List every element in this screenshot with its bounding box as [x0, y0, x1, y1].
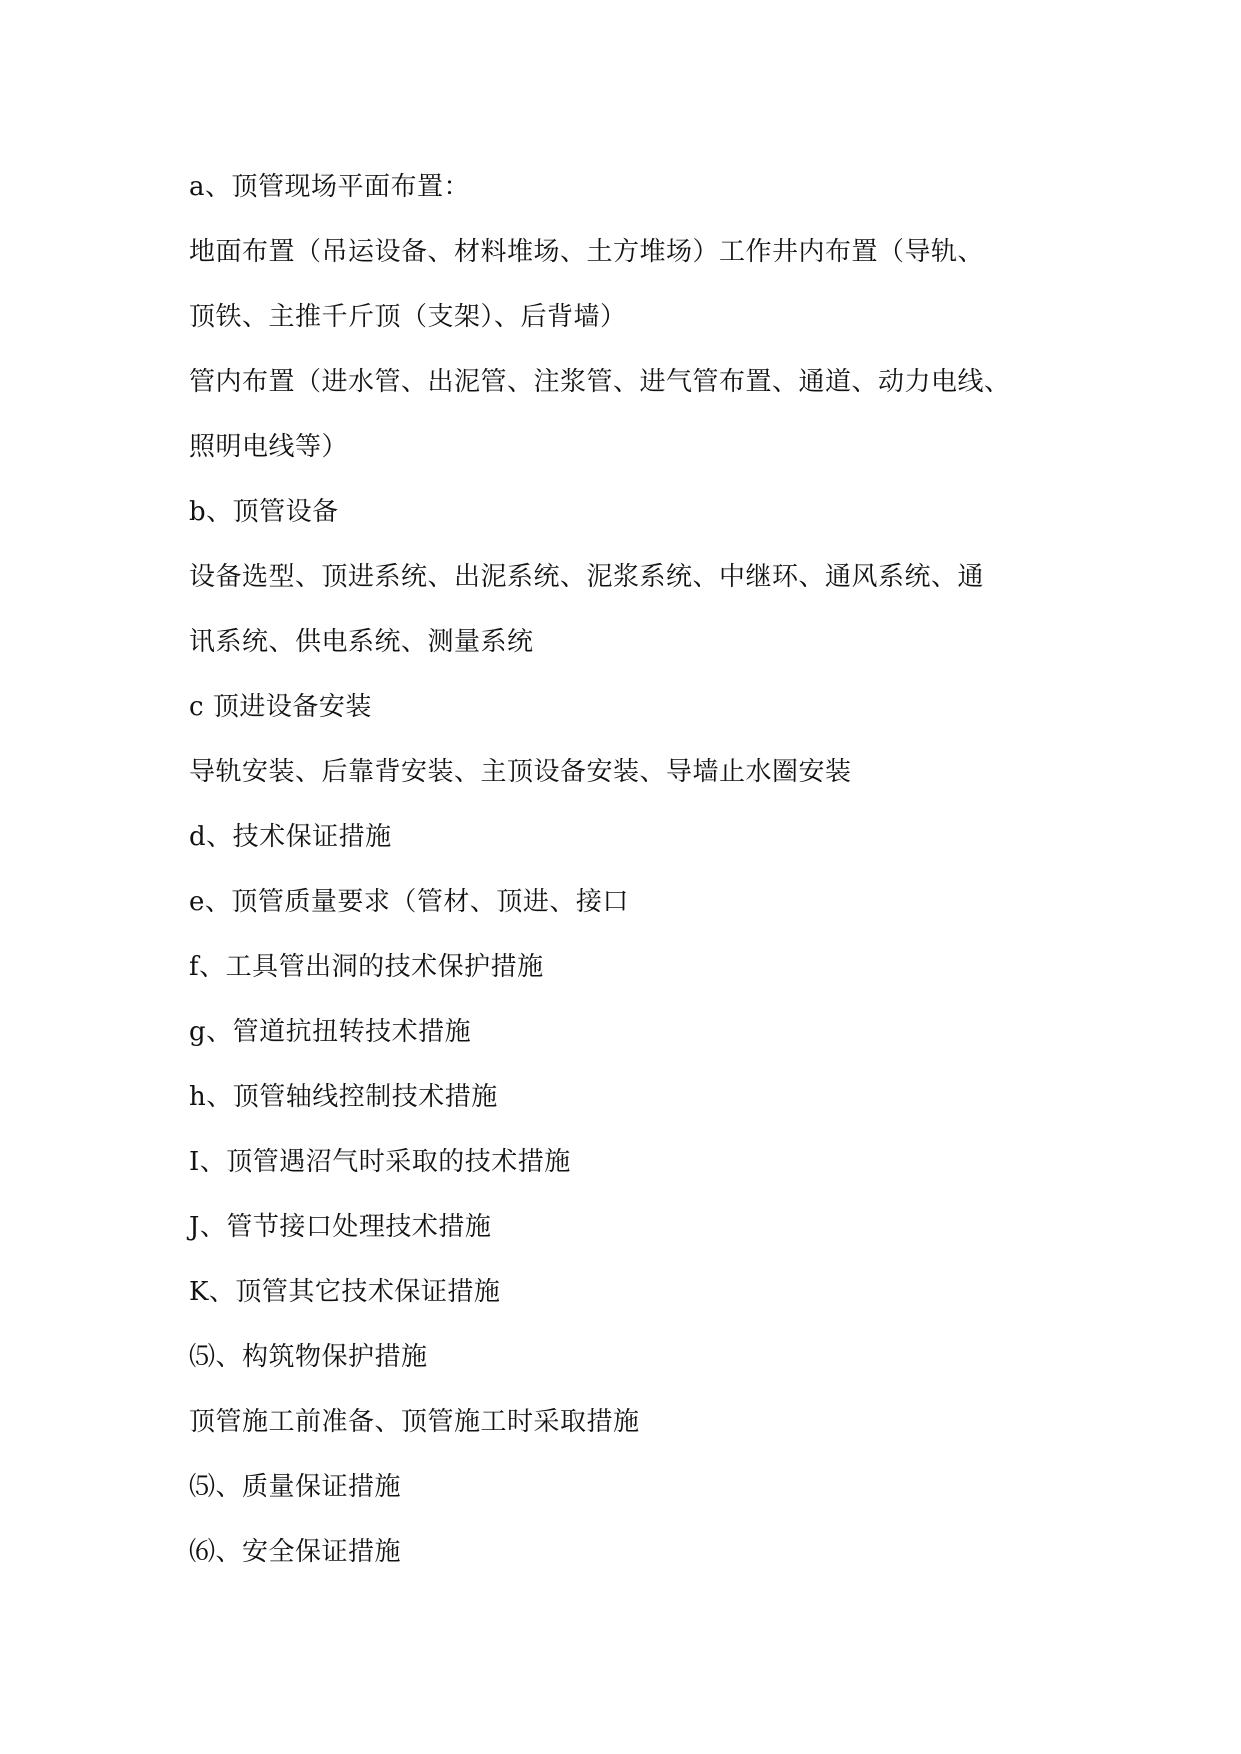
paragraph-line: 导轨安装、后靠背安装、主顶设备安装、导墙止水圈安装	[189, 757, 852, 787]
section-heading-a: a、顶管现场平面布置：	[189, 172, 471, 202]
section-heading-k: K、顶管其它技术保证措施	[189, 1277, 501, 1307]
section-heading-6-safety: ⑹、安全保证措施	[189, 1537, 402, 1567]
section-heading-i: I、顶管遇沼气时采取的技术措施	[189, 1147, 571, 1177]
paragraph-line: 设备选型、顶进系统、出泥系统、泥浆系统、中继环、通风系统、通	[189, 562, 985, 592]
section-heading-5-structures: ⑸、构筑物保护措施	[189, 1342, 428, 1372]
section-heading-b: b、顶管设备	[189, 497, 339, 527]
paragraph-line: 顶管施工前准备、顶管施工时采取措施	[189, 1407, 640, 1437]
paragraph-line: 地面布置（吊运设备、材料堆场、土方堆场）工作井内布置（导轨、	[189, 237, 985, 267]
section-heading-d: d、技术保证措施	[189, 822, 392, 852]
section-heading-h: h、顶管轴线控制技术措施	[189, 1082, 498, 1112]
paragraph-line: 讯系统、供电系统、测量系统	[189, 627, 534, 657]
paragraph-line: 顶铁、主推千斤顶（支架）、后背墙）	[189, 302, 627, 332]
section-heading-c: c 顶进设备安装	[189, 692, 372, 722]
section-heading-5-quality: ⑸、质量保证措施	[189, 1472, 402, 1502]
section-heading-e: e、顶管质量要求（管材、顶进、接口	[189, 887, 629, 917]
section-heading-f: f、工具管出洞的技术保护措施	[189, 952, 544, 982]
paragraph-line: 照明电线等）	[189, 432, 349, 462]
document-body	[189, 155, 1069, 1585]
section-heading-j: J、管节接口处理技术措施	[189, 1212, 492, 1242]
section-heading-g: g、管道抗扭转技术措施	[189, 1017, 472, 1047]
paragraph-line: 管内布置（进水管、出泥管、注浆管、进气管布置、通道、动力电线、	[189, 367, 1011, 397]
